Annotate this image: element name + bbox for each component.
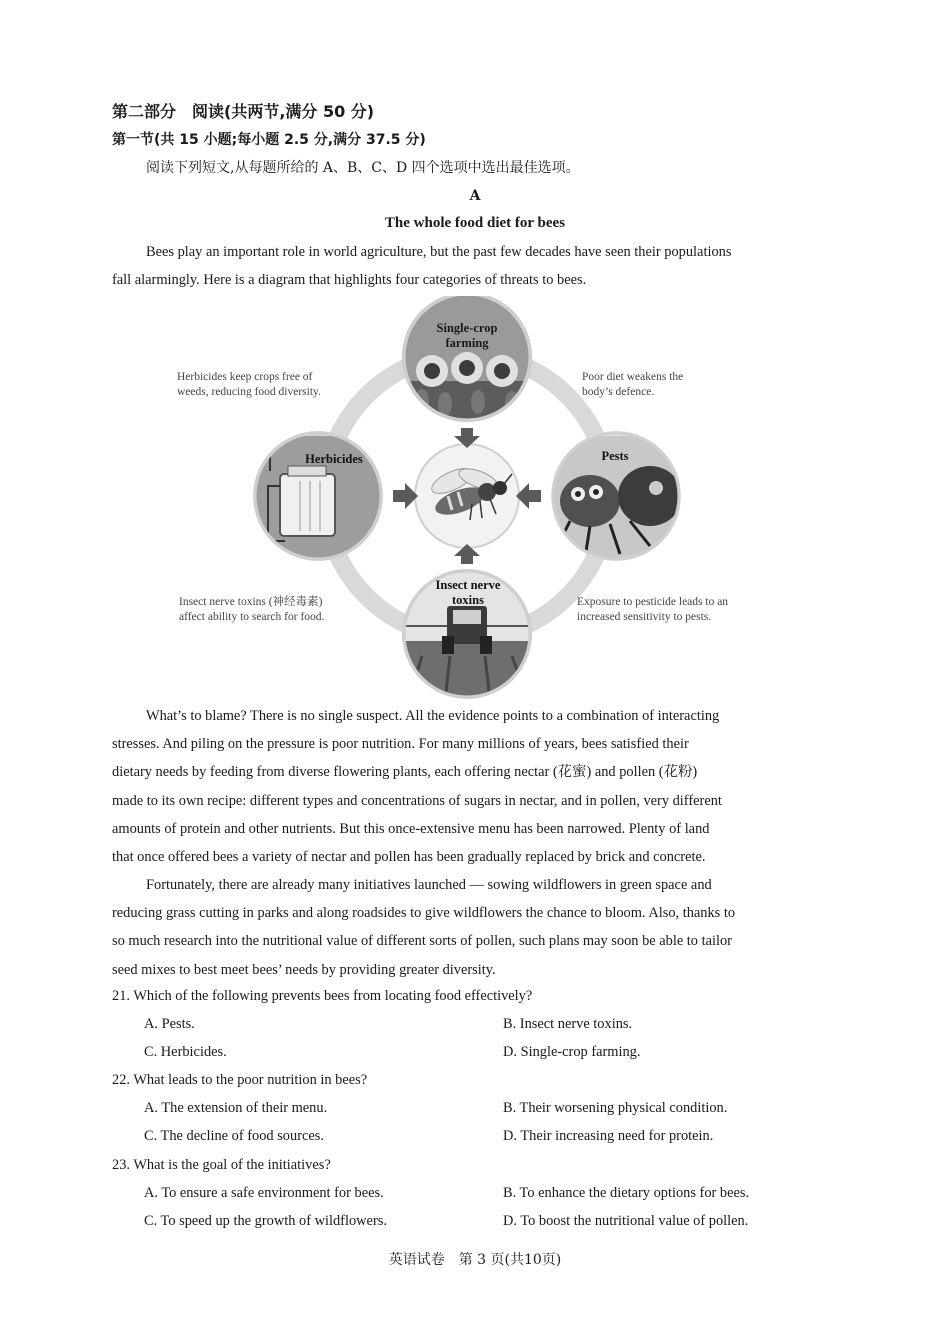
- paragraph-3: [112, 871, 838, 984]
- question-22-stem: 22. What leads to the poor nutrition in bees?: [112, 1072, 368, 1088]
- question-21-option-d[interactable]: D. Single-crop farming.: [503, 1044, 641, 1060]
- note-herbicides: Herbicides keep crops free of weeds, reducing food diversity.: [177, 371, 321, 398]
- diagram-graphics: [160, 296, 800, 701]
- paragraph-line: that once offered bees a variety of nectar and pollen has been gradually replaced by brick and concrete.: [112, 849, 706, 866]
- paragraph-line: Fortunately, there are already many initiatives launched — sowing wildflowers in green space and: [146, 877, 712, 893]
- passage-title: The whole food diet for bees: [384, 215, 566, 231]
- node-label-herbicides: Herbicides: [305, 452, 363, 466]
- intro-line: Bees play an important role in world agriculture, but the past few decades have seen their populations: [146, 244, 732, 260]
- question-23-option-c[interactable]: C. To speed up the growth of wildflowers.: [144, 1213, 387, 1229]
- paragraph-line: amounts of protein and other nutrients. But this once-extensive menu has been narrowed. Plenty of land: [112, 820, 710, 837]
- paragraph-line: What’s to blame? There is no single suspect. All the evidence points to a combination of interacting: [146, 708, 720, 724]
- question-21-stem: 21. Which of the following prevents bees from locating food effectively?: [112, 988, 533, 1004]
- question-22-option-d[interactable]: D. Their increasing need for protein.: [503, 1128, 714, 1144]
- paragraph-line: stresses. And piling on the pressure is poor nutrition. For many millions of years, bees satisfied their: [112, 736, 689, 753]
- question-21-option-b[interactable]: B. Insect nerve toxins.: [503, 1016, 633, 1032]
- bee-icon: [415, 444, 519, 548]
- question-23-stem: 23. What is the goal of the initiatives?: [112, 1157, 331, 1173]
- note-poor-diet: Poor diet weakens the body’s defence.: [582, 371, 684, 398]
- paragraph-2: [112, 702, 838, 871]
- arrow-right-icon: [393, 483, 418, 509]
- sunflower-field-icon: [400, 296, 540, 426]
- node-label-insect-nerve-toxins: Insect nerve toxins: [435, 578, 501, 607]
- question-23-option-d[interactable]: D. To boost the nutritional value of pollen.: [503, 1213, 749, 1229]
- question-22-option-c[interactable]: C. The decline of food sources.: [144, 1128, 324, 1144]
- node-label-single-crop: Single-crop farming: [436, 321, 498, 350]
- arrow-left-icon: [516, 483, 541, 509]
- paragraph-line: made to its own recipe: different types and concentrations of sugars in nectar, and in pollen, very different: [112, 792, 722, 809]
- passage-letter: A: [469, 188, 481, 204]
- intro-paragraph: [112, 238, 838, 294]
- section-heading: 第二部分 阅读(共两节,满分 50 分): [112, 102, 375, 121]
- note-pesticide-exposure: Exposure to pesticide leads to an increased sensitivity to pests.: [577, 596, 729, 623]
- instruction-text: 阅读下列短文,从每题所给的 A、B、C、D 四个选项中选出最佳选项。: [146, 160, 580, 176]
- threats-diagram: [160, 296, 800, 701]
- question-21-option-a[interactable]: A. Pests.: [144, 1016, 195, 1032]
- paragraph-line: seed mixes to best meet bees’ needs by providing greater diversity.: [112, 961, 496, 978]
- question-21-option-c[interactable]: C. Herbicides.: [144, 1044, 227, 1060]
- note-nerve-toxins: Insect nerve toxins (神经毒素) affect ability to search for food.: [179, 596, 325, 623]
- page-footer: 英语试卷 第 3 页(共10页): [388, 1252, 562, 1268]
- question-23-option-a[interactable]: A. To ensure a safe environment for bees.: [144, 1185, 384, 1201]
- paragraph-line: dietary needs by feeding from diverse flowering plants, each offering nectar (花蜜) and pollen (花粉): [112, 764, 698, 781]
- subsection-heading: 第一节(共 15 小题;每小题 2.5 分,满分 37.5 分): [112, 132, 426, 148]
- paragraph-line: reducing grass cutting in parks and along roadsides to give wildflowers the chance to bloom. Also, thanks to: [112, 905, 736, 922]
- intro-line: fall alarmingly. Here is a diagram that highlights four categories of threats to bees.: [112, 272, 587, 289]
- question-22-option-a[interactable]: A. The extension of their menu.: [144, 1100, 328, 1116]
- paragraph-line: so much research into the nutritional value of different sorts of pollen, such plans may soon be able to tailor: [112, 933, 732, 950]
- node-label-pests: Pests: [601, 449, 629, 463]
- question-23-option-b[interactable]: B. To enhance the dietary options for bees.: [503, 1185, 750, 1201]
- question-22-option-b[interactable]: B. Their worsening physical condition.: [503, 1100, 728, 1116]
